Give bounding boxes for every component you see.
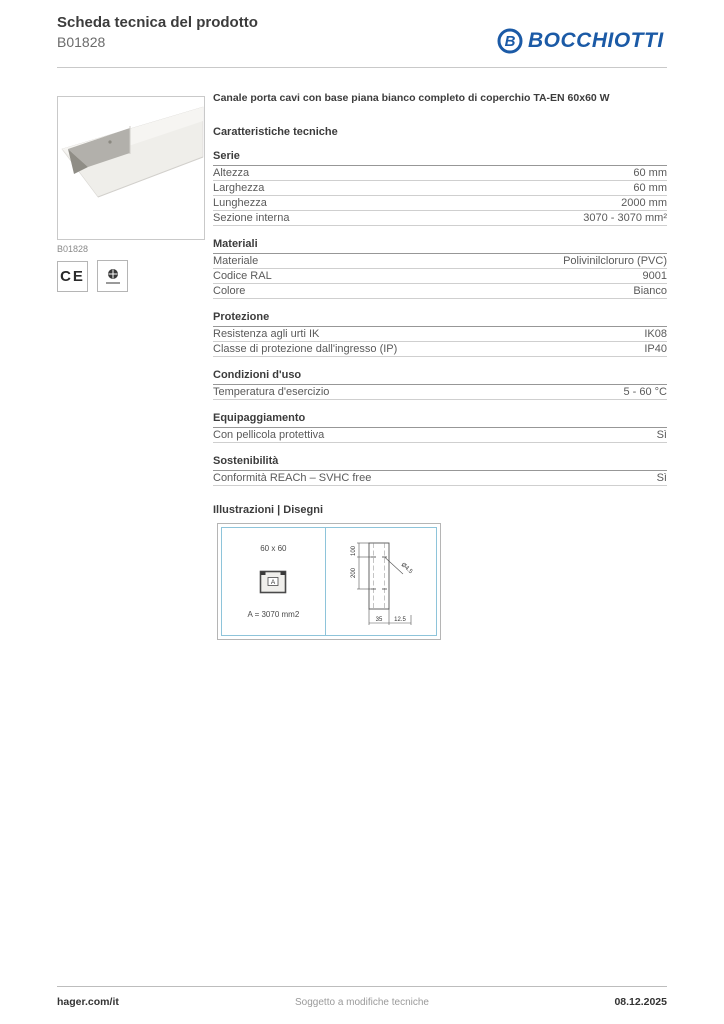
cross-section-cell	[222, 528, 325, 635]
quality-mark-text	[106, 282, 120, 284]
section-protezione	[213, 311, 667, 357]
footer-website-link[interactable]: hager.com/it	[57, 996, 119, 1008]
table-row	[213, 254, 667, 269]
product-photo	[57, 96, 205, 240]
svg-text:A: A	[271, 578, 276, 586]
quality-roundel-icon	[107, 268, 119, 280]
table-row	[213, 284, 667, 299]
section-title: Condizioni d'uso	[213, 369, 667, 385]
svg-text:200: 200	[350, 567, 357, 578]
row-label: Larghezza	[213, 182, 265, 194]
svg-text:35: 35	[375, 616, 383, 623]
page-title: Scheda tecnica del prodotto	[57, 14, 258, 31]
area-label: A = 3070 mm2	[247, 610, 300, 620]
row-label: Conformità REACh – SVHC free	[213, 472, 372, 484]
section-title: Serie	[213, 150, 667, 166]
row-value: 9001	[642, 270, 667, 282]
table-row	[213, 269, 667, 284]
dimension-drawing	[329, 531, 433, 633]
section-condizioni	[213, 369, 667, 400]
section-title: Equipaggiamento	[213, 412, 667, 428]
content-column	[213, 92, 667, 640]
section-equipaggiamento	[213, 412, 667, 443]
section-title: Protezione	[213, 311, 667, 327]
row-label: Lunghezza	[213, 197, 267, 209]
product-description: Canale porta cavi con base piana bianco completo di coperchio TA-EN 60x60 W	[213, 92, 610, 104]
section-serie	[213, 150, 667, 226]
table-row	[213, 471, 667, 486]
photo-caption: B01828	[57, 244, 89, 254]
row-label: Materiale	[213, 255, 259, 267]
row-value: Sì	[656, 429, 667, 441]
table-row	[213, 211, 667, 226]
row-value: IP40	[644, 343, 667, 355]
drawings-panel	[217, 523, 441, 640]
header-divider	[57, 67, 667, 68]
table-row	[213, 342, 667, 357]
svg-text:100: 100	[350, 545, 357, 556]
product-code: B01828	[57, 34, 106, 50]
table-row	[213, 385, 667, 400]
section-title: Sostenibilità	[213, 455, 667, 471]
row-label: Temperatura d'esercizio	[213, 386, 330, 398]
section-title: Materiali	[213, 238, 667, 254]
row-label: Resistenza agli urti IK	[213, 328, 320, 340]
table-row	[213, 327, 667, 342]
row-value: 3070 - 3070 mm²	[583, 212, 667, 224]
row-value: 60 mm	[633, 182, 667, 194]
size-label: 60 x 60	[260, 543, 287, 553]
brand-logo	[497, 27, 669, 55]
row-value: Polivinilcloruro (PVC)	[563, 255, 667, 267]
brand-roundel-icon	[497, 28, 523, 54]
row-value: 5 - 60 °C	[623, 386, 667, 398]
svg-text:B: B	[504, 33, 516, 50]
row-value: 60 mm	[633, 167, 667, 179]
row-value: Sì	[656, 472, 667, 484]
cable-duct-image	[58, 97, 204, 239]
drawings-inner-frame	[221, 527, 437, 636]
svg-text:Ø4.5: Ø4.5	[399, 561, 414, 575]
row-value: Bianco	[633, 285, 667, 297]
row-label: Con pellicola protettiva	[213, 429, 325, 441]
table-row	[213, 166, 667, 181]
table-row	[213, 181, 667, 196]
footer-divider	[57, 986, 667, 987]
footer-disclaimer: Soggetto a modifiche tecniche	[295, 997, 429, 1008]
section-materiali	[213, 238, 667, 299]
row-value: IK08	[644, 328, 667, 340]
svg-text:12.5: 12.5	[394, 616, 406, 623]
row-label: Codice RAL	[213, 270, 272, 282]
characteristics-heading: Caratteristiche tecniche	[213, 126, 338, 138]
row-label: Colore	[213, 285, 246, 297]
ce-mark: CE	[57, 261, 88, 292]
row-value: 2000 mm	[621, 197, 667, 209]
table-row	[213, 428, 667, 443]
section-sostenibilita	[213, 455, 667, 486]
footer-date: 08.12.2025	[614, 996, 667, 1008]
dimension-drawing-cell	[325, 528, 436, 635]
quality-mark-icon	[97, 260, 128, 292]
row-label: Altezza	[213, 167, 250, 179]
row-label: Classe di protezione dall'ingresso (IP)	[213, 343, 398, 355]
table-row	[213, 196, 667, 211]
illustrations-heading: Illustrazioni | Disegni	[213, 504, 324, 516]
row-label: Sezione interna	[213, 212, 290, 224]
brand-wordmark: BOCCHIOTTI	[528, 29, 664, 52]
cross-section-icon	[259, 569, 287, 595]
